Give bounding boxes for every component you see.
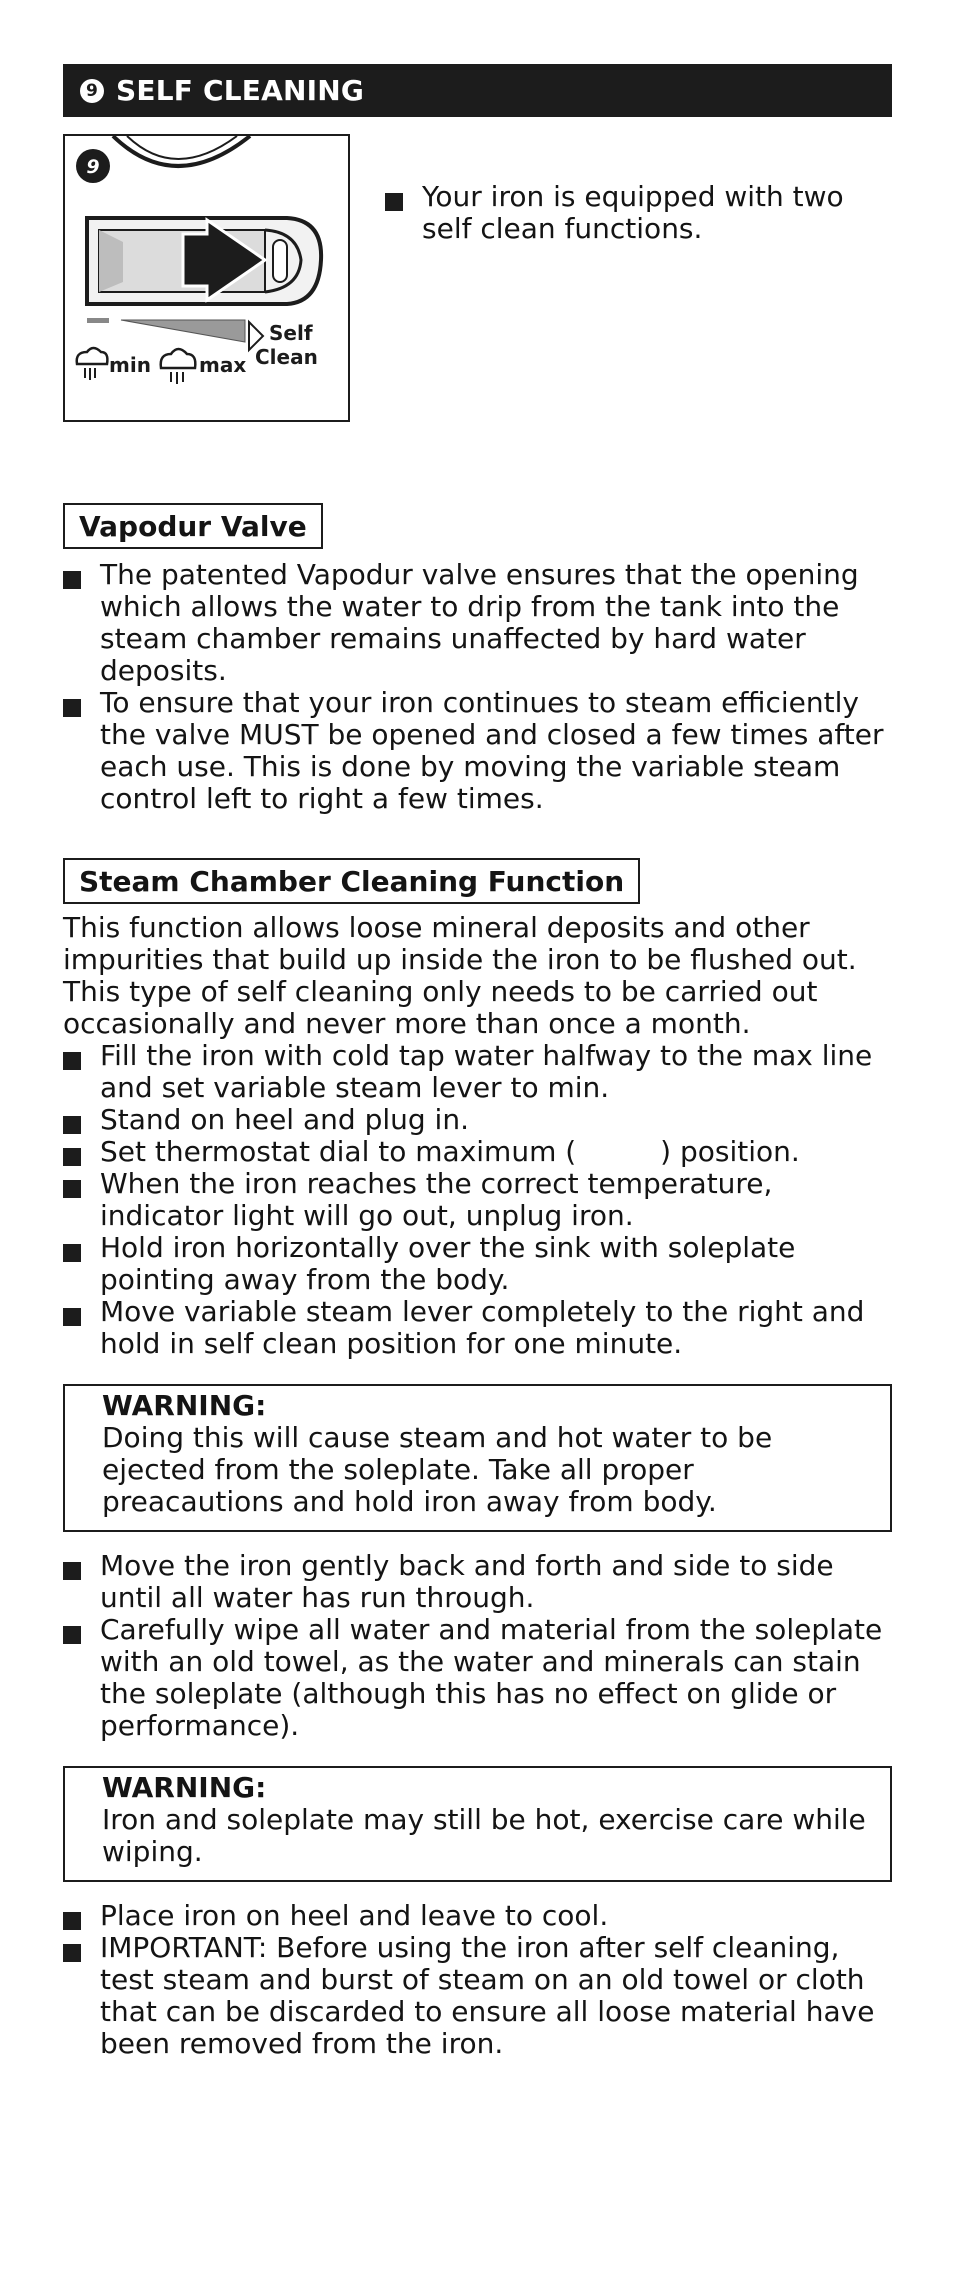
warning-box-1 — [63, 1384, 892, 1532]
warning-text: Iron and soleplate may still be hot, exercise care while wiping. — [102, 1803, 866, 1868]
list-item: Carefully wipe all water and material from the soleplate with an old towel, as the water and minerals can stain the soleplate (although this has no effect on glide or performance). — [63, 1614, 892, 1742]
intro-list — [385, 181, 893, 245]
intro-block — [63, 117, 892, 423]
section-title: SELF CLEANING — [116, 74, 365, 107]
warning-box-2 — [63, 1766, 892, 1882]
svg-text:max: max — [199, 353, 247, 377]
section-number-badge: 9 — [80, 79, 104, 103]
thermostat-text-before: Set thermostat dial to maximum ( — [100, 1135, 577, 1168]
steam-chamber-title: Steam Chamber Cleaning Function — [63, 858, 640, 904]
steam-scale-wedge — [121, 320, 245, 342]
steam-chamber-paragraph: This function allows loose mineral deposits and other impurities that build up inside the iron to be flushed out. This type of self cleaning only needs to be carried out occasionally and never more than once a month. — [63, 911, 857, 1040]
svg-text:min: min — [109, 353, 151, 377]
list-item: Move variable steam lever completely to the right and hold in self clean position for one minute. — [63, 1296, 892, 1360]
list-item: Stand on heel and plug in. — [63, 1104, 892, 1136]
list-item — [63, 1136, 892, 1168]
list-item: Fill the iron with cold tap water halfway to the max line and set variable steam lever to min. — [63, 1040, 892, 1104]
svg-text:9: 9 — [86, 156, 100, 178]
warning-title: WARNING: — [102, 1771, 267, 1804]
svg-text:Clean: Clean — [255, 345, 318, 369]
list-item: To ensure that your iron continues to steam efficiently the valve MUST be opened and closed a few times after each use. This is done by moving the variable steam control left to right a few times. — [63, 687, 892, 815]
after-warning-list-1 — [63, 1550, 892, 1742]
after-warning-list-2 — [63, 1900, 892, 2060]
vapodur-title: Vapodur Valve — [63, 503, 323, 549]
list-item: Hold iron horizontally over the sink with soleplate pointing away from the body. — [63, 1232, 892, 1296]
steam-cloud-icon — [161, 349, 196, 384]
steam-cloud-icon — [77, 348, 108, 380]
steam-chamber-list — [63, 1040, 892, 1360]
list-item: When the iron reaches the correct temperature, indicator light will go out, unplug iron. — [63, 1168, 892, 1232]
list-item: The patented Vapodur valve ensures that the opening which allows the water to drip from the tank into the steam chamber remains unaffected by hard water deposits. — [63, 559, 892, 687]
list-item: Move the iron gently back and forth and side to side until all water has run through. — [63, 1550, 892, 1614]
section-header — [63, 64, 892, 117]
warning-text: Doing this will cause steam and hot water to be ejected from the soleplate. Take all proper preacautions and hold iron away from body. — [102, 1421, 773, 1518]
warning-title: WARNING: — [102, 1389, 267, 1422]
thermostat-text-after: ) position. — [660, 1135, 800, 1168]
svg-text:Self: Self — [269, 321, 313, 345]
list-item: Your iron is equipped with two self clean functions. — [385, 181, 893, 245]
steam-control-illustration — [63, 134, 350, 422]
vapodur-list — [63, 559, 892, 815]
list-item: IMPORTANT: Before using the iron after self cleaning, test steam and burst of steam on an old towel or cloth that can be discarded to ensure all loose material have been removed from the iron. — [63, 1932, 892, 2060]
page — [63, 64, 892, 2060]
list-item: Place iron on heel and leave to cool. — [63, 1900, 892, 1932]
